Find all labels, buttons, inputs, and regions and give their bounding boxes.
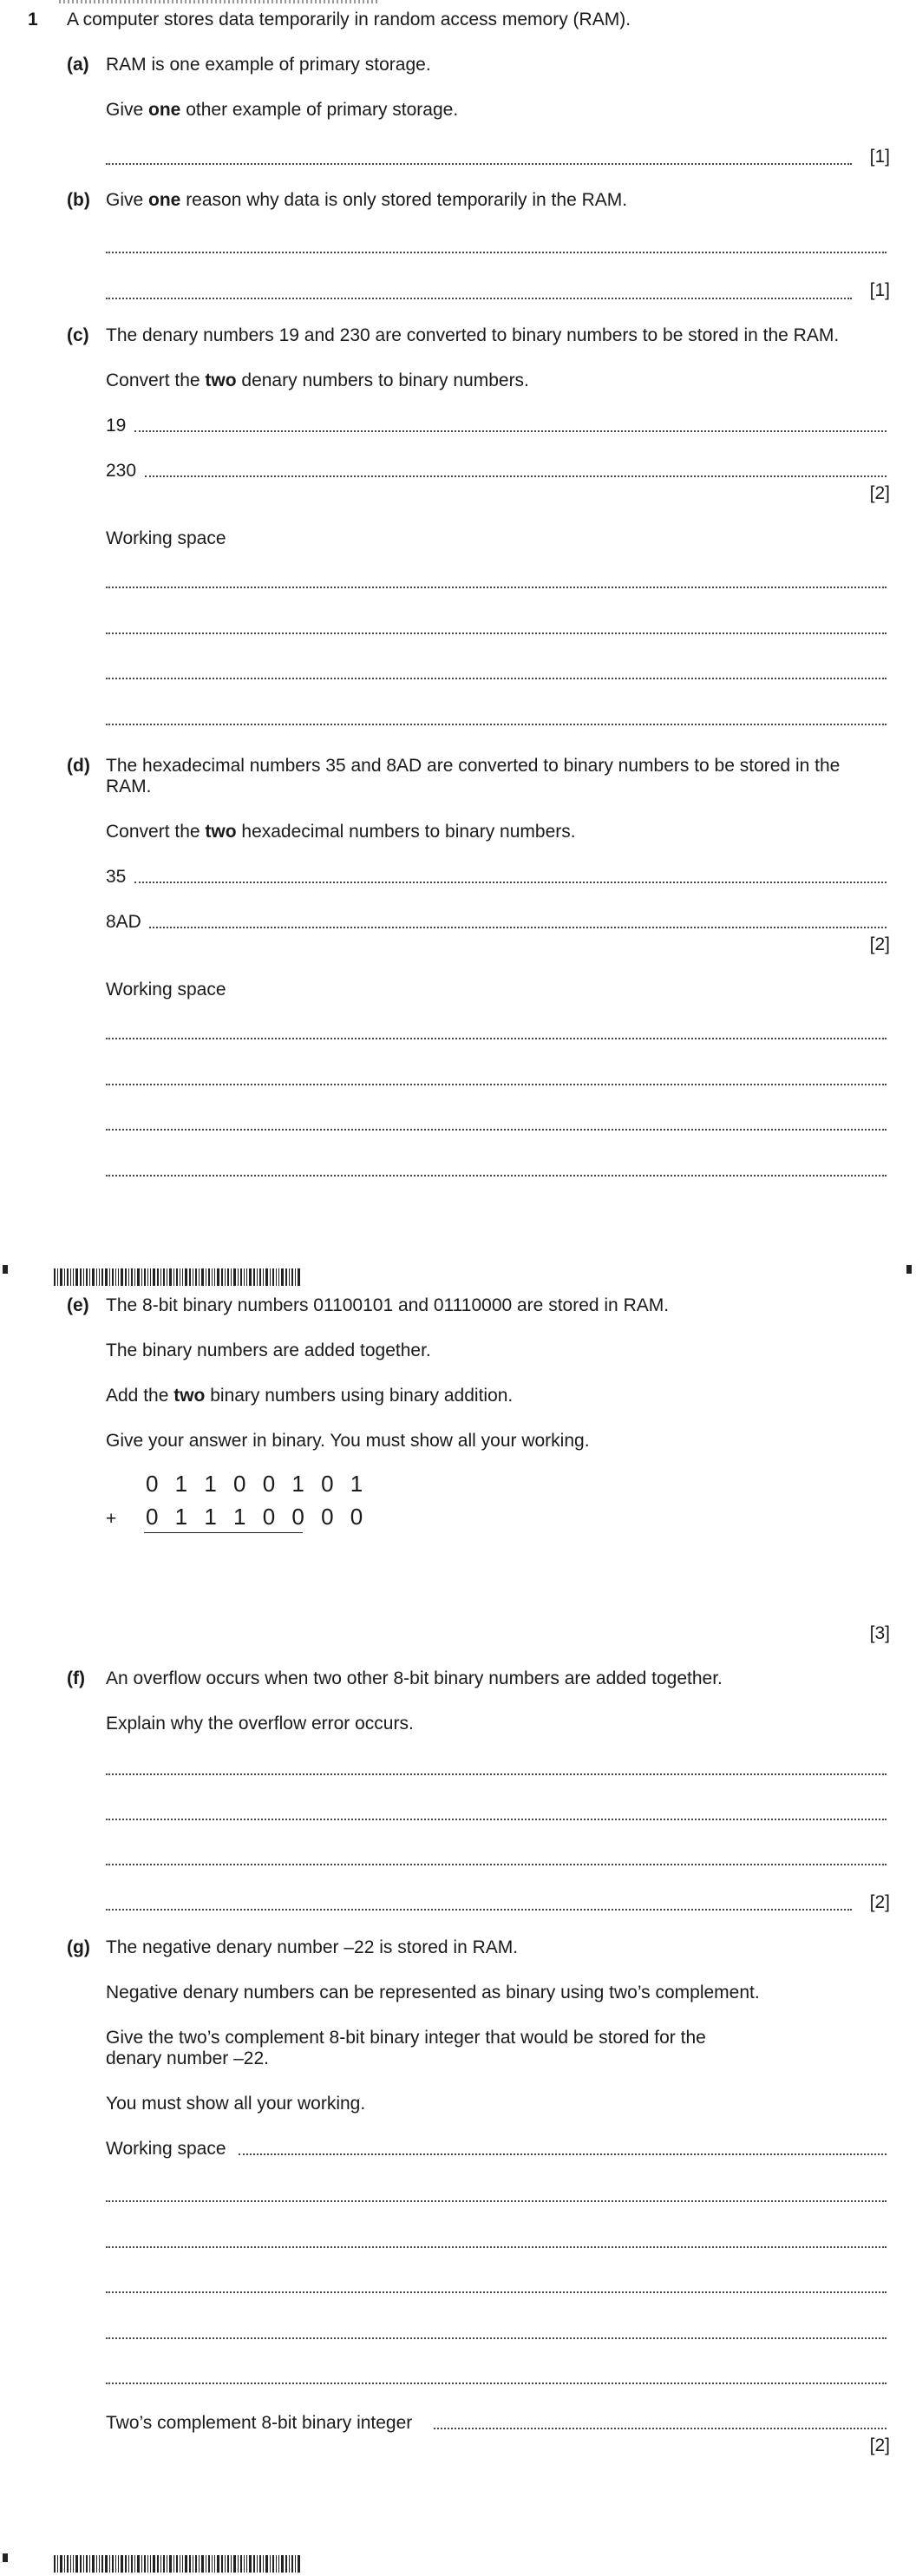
part-e-text: The 8-bit binary numbers 01100101 and 01110000 are stored in RAM. (106, 1295, 670, 1315)
part-d-item-35: 35 (106, 867, 127, 887)
plus-sign: + (106, 1509, 117, 1529)
working-line[interactable] (239, 2153, 887, 2155)
working-line[interactable] (106, 678, 887, 679)
page-corner-mark (3, 1265, 8, 1274)
answer-line[interactable] (106, 1864, 887, 1865)
part-d-label: (d) (67, 756, 90, 776)
question-number: 1 (28, 10, 38, 29)
working-line[interactable] (106, 2337, 887, 2339)
part-f-text: An overflow occurs when two other 8-bit binary numbers are added together. (106, 1668, 723, 1688)
part-e-text-2: The binary numbers are added together. (106, 1340, 431, 1360)
working-line[interactable] (106, 633, 887, 634)
working-space-label: Working space (106, 528, 226, 548)
sum-underline (144, 1532, 303, 1533)
working-space-label: Working space (106, 2139, 226, 2159)
part-d-item-8ad: 8AD (106, 912, 141, 932)
part-a-text: RAM is one example of primary storage. (106, 55, 431, 75)
answer-line[interactable] (106, 163, 852, 165)
part-b-label: (b) (67, 190, 90, 210)
part-g-text-2: Negative denary numbers can be represented as binary using two’s complement. (106, 1983, 760, 2002)
part-c-item-230: 230 (106, 461, 137, 481)
barcode (54, 2555, 370, 2573)
part-c-item-19: 19 (106, 416, 127, 436)
part-g-instruction-1: Give the two’s complement 8-bit binary integer that would be stored for the (106, 2028, 706, 2048)
answer-line[interactable] (145, 475, 887, 477)
marks-g: [2] (869, 2435, 890, 2455)
working-line[interactable] (106, 2291, 887, 2293)
marks-d: [2] (869, 934, 890, 954)
working-space-label: Working space (106, 980, 226, 1000)
answer-line[interactable] (106, 252, 887, 253)
answer-line[interactable] (149, 927, 887, 928)
page-header-strip (59, 0, 380, 3)
part-b-text: Give one reason why data is only stored temporarily in the RAM. (106, 190, 628, 210)
marks-e: [3] (869, 1623, 890, 1643)
page-corner-mark (3, 2553, 8, 2562)
question-stem: A computer stores data temporarily in random access memory (RAM). (67, 10, 631, 29)
working-line[interactable] (106, 2383, 887, 2384)
part-d-text-1: The hexadecimal numbers 35 and 8AD are converted to binary numbers to be stored in the (106, 756, 841, 776)
working-line[interactable] (106, 724, 887, 725)
part-f-label: (f) (67, 1668, 85, 1688)
part-e-instruction-2: Give your answer in binary. You must show all your working. (106, 1431, 590, 1451)
binary-number-2: 0 1 1 1 0 0 0 0 (146, 1504, 369, 1530)
binary-number-1: 0 1 1 0 0 1 0 1 (146, 1471, 369, 1497)
answer-line[interactable] (106, 1819, 887, 1820)
working-line[interactable] (106, 587, 887, 588)
page-corner-mark (906, 1265, 912, 1274)
barcode (54, 1268, 370, 1286)
part-d-text-2: RAM. (106, 777, 152, 796)
working-line[interactable] (106, 1038, 887, 1039)
part-g-instruction-3: You must show all your working. (106, 2094, 366, 2114)
part-e-instruction: Add the two binary numbers using binary addition. (106, 1386, 514, 1406)
marks-a: [1] (869, 147, 890, 167)
working-line[interactable] (106, 2246, 887, 2248)
working-line[interactable] (106, 1129, 887, 1131)
part-g-instruction-2: denary number –22. (106, 2048, 269, 2068)
part-d-instruction: Convert the two hexadecimal numbers to binary numbers. (106, 822, 576, 842)
answer-line[interactable] (434, 2428, 887, 2429)
answer-line[interactable] (106, 298, 852, 299)
marks-b: [1] (869, 280, 890, 300)
part-a-label: (a) (67, 55, 89, 75)
part-a-instruction: Give one other example of primary storage. (106, 100, 459, 120)
answer-line[interactable] (134, 430, 887, 432)
part-e-label: (e) (67, 1295, 89, 1315)
part-c-label: (c) (67, 325, 89, 345)
working-line[interactable] (106, 1084, 887, 1085)
marks-f: [2] (869, 1892, 890, 1912)
part-c-instruction: Convert the two denary numbers to binary numbers. (106, 370, 529, 390)
answer-label: Two’s complement 8-bit binary integer (106, 2413, 413, 2433)
answer-line[interactable] (106, 1909, 852, 1911)
working-line[interactable] (106, 2200, 887, 2202)
part-g-label: (g) (67, 1937, 90, 1957)
part-f-instruction: Explain why the overflow error occurs. (106, 1714, 414, 1734)
marks-c: [2] (869, 483, 890, 503)
answer-line[interactable] (106, 1773, 887, 1775)
part-c-text: The denary numbers 19 and 230 are converted to binary numbers to be stored in the RAM. (106, 325, 840, 345)
part-g-text: The negative denary number –22 is stored in RAM. (106, 1937, 519, 1957)
working-line[interactable] (106, 1175, 887, 1177)
answer-line[interactable] (134, 882, 887, 883)
